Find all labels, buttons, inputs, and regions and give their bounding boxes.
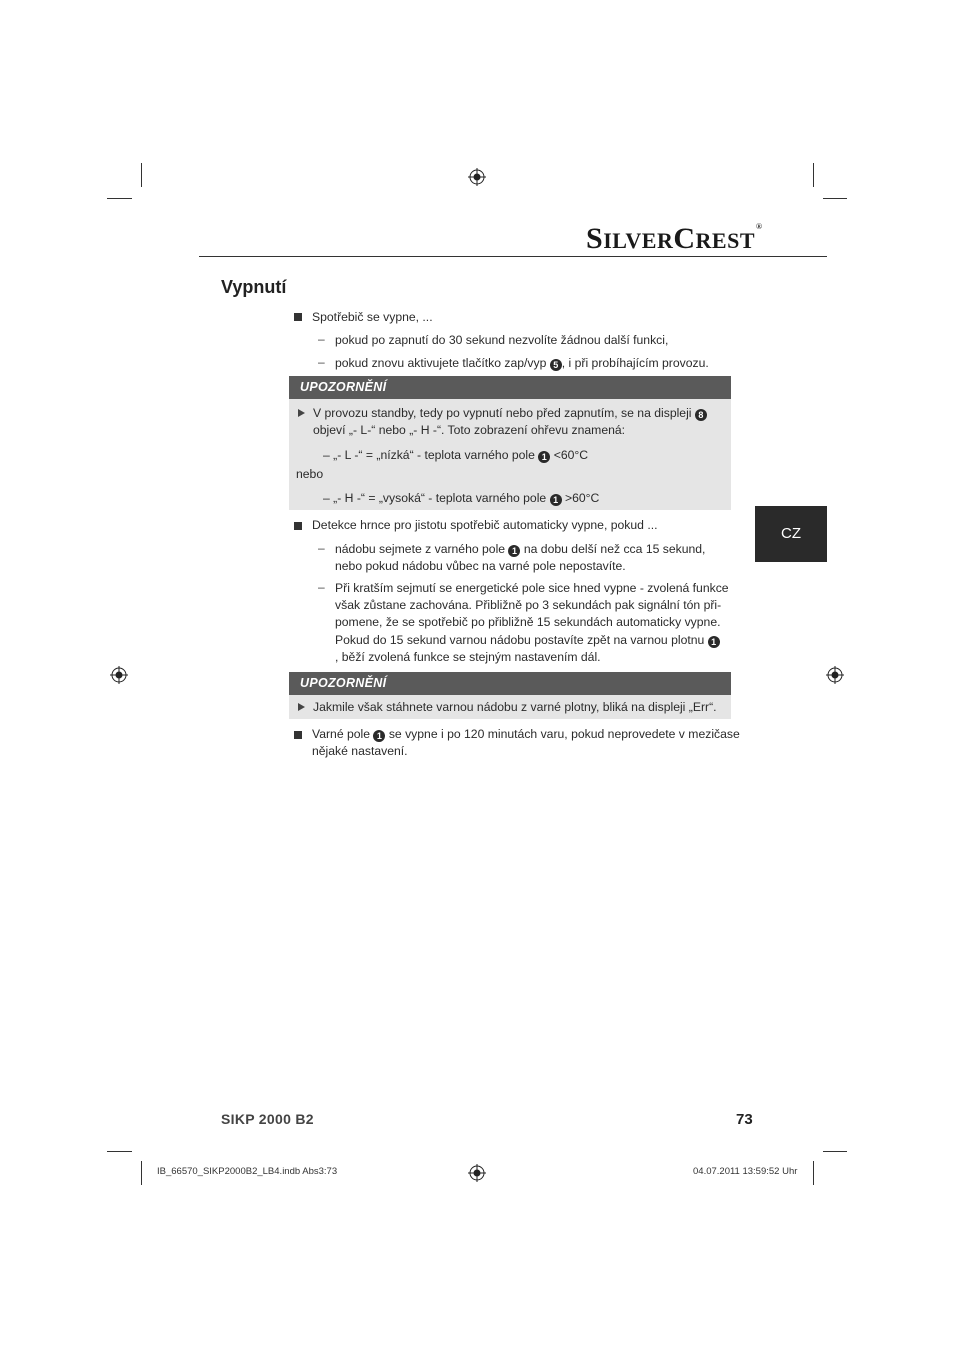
crop-mark <box>107 1151 132 1152</box>
language-tab: CZ <box>755 506 827 562</box>
dash-icon: – <box>318 355 325 369</box>
notice-text: – „- H -“ = „vysoká“ - teplota varného pole 1 >60°C <box>323 491 600 505</box>
crop-mark <box>823 1151 847 1152</box>
notice-text: objeví „- L-“ nebo „- H -“. Toto zobrazení ohřevu znamená: <box>313 423 626 437</box>
brand-logo: SILVERCREST® <box>586 222 763 255</box>
notice-text: Jakmile však stáhnete varnou nádobu z varné plotny, bliká na displeji „Err“. <box>313 700 717 714</box>
reference-number-icon: 1 <box>373 730 385 742</box>
bullet-text: nějaké nastavení. <box>312 744 408 758</box>
bullet-text: Spotřebič se vypne, ... <box>312 310 433 324</box>
registration-mark-icon <box>826 666 844 684</box>
bullet-text: Detekce hrnce pro jistotu spotřebič automaticky vypne, pokud ... <box>312 518 658 532</box>
crop-mark <box>823 198 847 199</box>
arrow-icon <box>298 409 305 417</box>
page-number: 73 <box>736 1111 753 1128</box>
sub-item-text: Pokud do 15 sekund varnou nádobu postavíte zpět na varnou plotnu 1 <box>335 632 720 649</box>
notice-text: – „- L -“ = „nízká“ - teplota varného pole 1 <60°C <box>323 448 589 462</box>
notice-text: nebo <box>296 467 324 481</box>
reference-number-icon: 8 <box>695 409 707 421</box>
sub-item-text: pokud po zapnutí do 30 sekund nezvolíte žádnou další funkci, <box>335 333 669 347</box>
model-number: SIKP 2000 B2 <box>221 1111 314 1127</box>
crop-mark <box>141 1161 142 1185</box>
dash-icon: – <box>318 332 325 346</box>
reference-number-icon: 5 <box>550 359 562 371</box>
sub-item-text: nádobu sejmete z varného pole 1 na dobu delší než cca 15 sekund, <box>335 542 706 556</box>
sub-item-text: , běží zvolená funkce se stejným nastavením dál. <box>335 650 601 664</box>
registration-mark-icon <box>110 666 128 684</box>
reference-number-icon: 1 <box>550 494 562 506</box>
sub-item-text: však zůstane zachována. Přibližně po 3 sekundách pak signální tón při- <box>335 598 722 612</box>
dash-icon: – <box>318 580 325 594</box>
bullet-square-icon <box>294 731 302 739</box>
arrow-icon <box>298 703 305 711</box>
sub-item-text: nebo pokud nádobu vůbec na varné pole nepostavíte. <box>335 559 626 573</box>
crop-mark <box>107 198 132 199</box>
print-slug-right: 04.07.2011 13:59:52 Uhr <box>693 1166 798 1177</box>
reference-number-icon: 1 <box>508 545 520 557</box>
bullet-square-icon <box>294 313 302 321</box>
bullet-square-icon <box>294 522 302 530</box>
registration-mark-icon <box>468 1164 486 1182</box>
crop-mark <box>813 1161 814 1185</box>
notice-heading: UPOZORNĚNÍ <box>289 376 731 399</box>
notice-heading: UPOZORNĚNÍ <box>289 672 731 695</box>
sub-item-text: pomene, že se spotřebič po přibližně 15 sekundách automaticky vypne. <box>335 615 721 629</box>
header-rule <box>199 256 827 257</box>
notice-text: V provozu standby, tedy po vypnutí nebo před zapnutím, se na displeji 8 <box>313 405 707 422</box>
section-title: Vypnutí <box>221 277 287 297</box>
crop-mark <box>813 163 814 187</box>
registration-mark-icon <box>468 168 486 186</box>
sub-item-text: Při kratším sejmutí se energetické pole sice hned vypne - zvolená funkce <box>335 581 729 595</box>
print-slug-left: IB_66570_SIKP2000B2_LB4.indb Abs3:73 <box>157 1166 338 1177</box>
sub-item-text: pokud znovu aktivujete tlačítko zap/vyp 5 , i při probíhajícím provozu. <box>335 356 709 370</box>
crop-mark <box>141 163 142 187</box>
bullet-text: Varné pole 1 se vypne i po 120 minutách varu, pokud neprovedete v mezičase <box>312 727 740 741</box>
reference-number-icon: 1 <box>708 636 720 648</box>
dash-icon: – <box>318 541 325 555</box>
reference-number-icon: 1 <box>538 451 550 463</box>
